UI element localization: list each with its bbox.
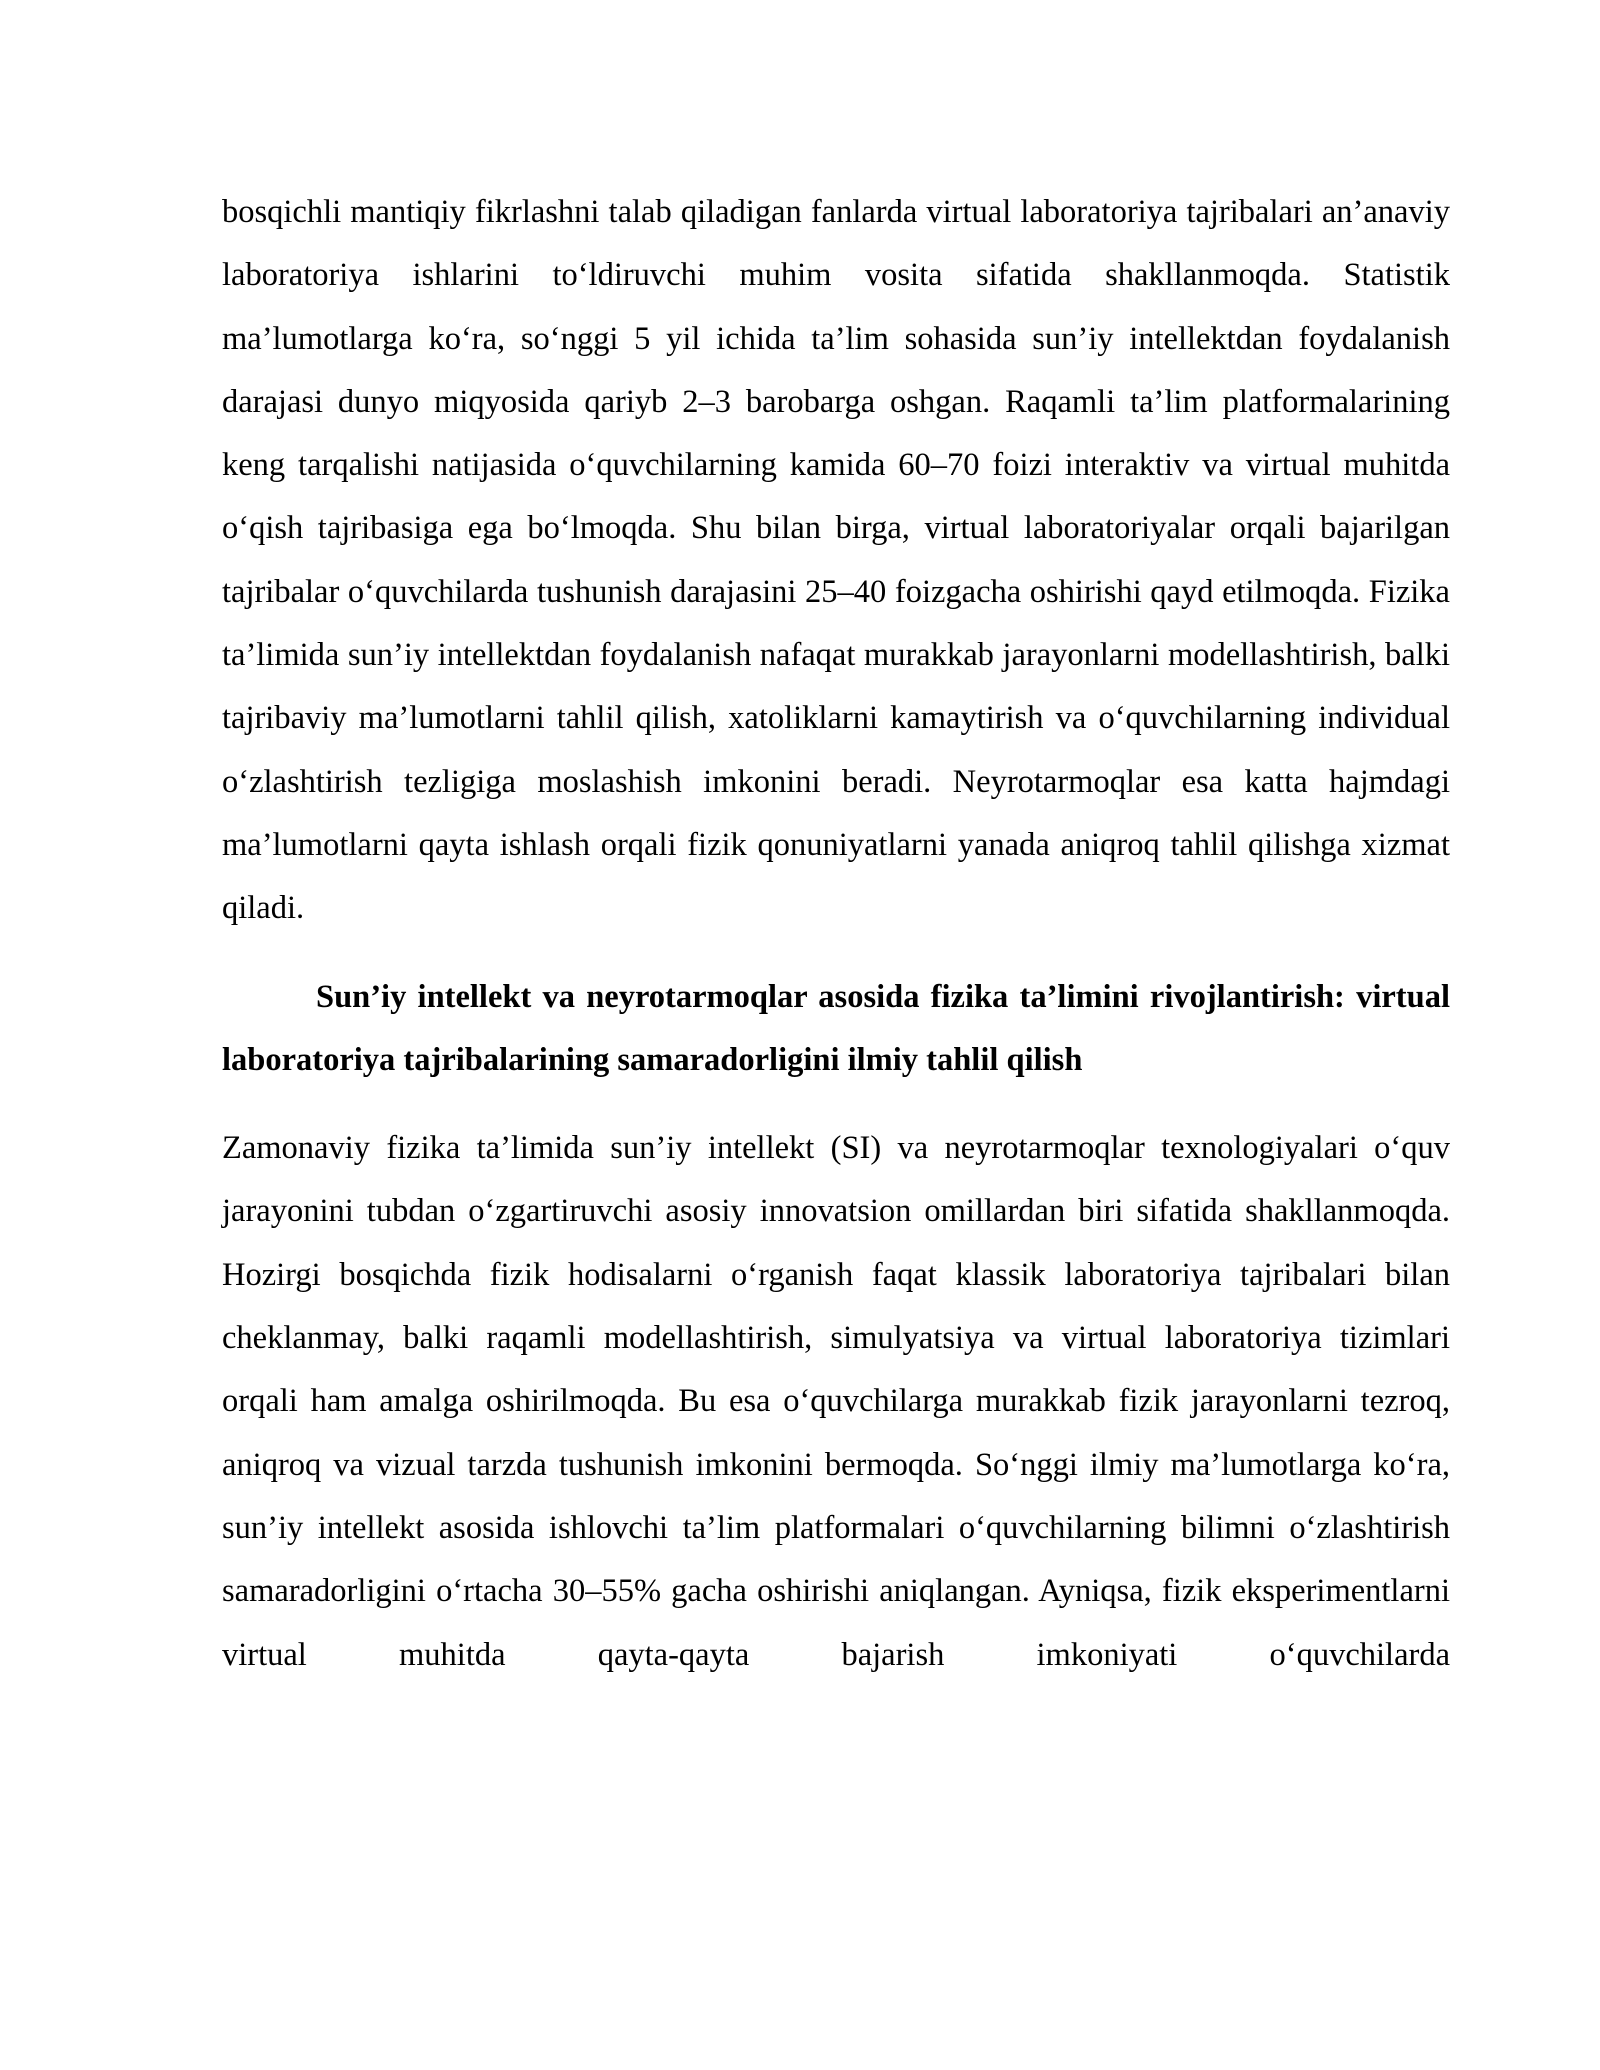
body-paragraph-1: bosqichli mantiqiy fikrlashni talab qiladigan fanlarda virtual laboratoriya tajribalari an’anaviy laboratoriya ishlarini to‘ldiruvchi muhim vosita sifatida shakllanmoqda. Statistik ma’lumotlarga ko‘ra, so‘nggi 5 yil ichida ta’lim sohasida sun’iy intellektdan foydalanish darajasi dunyo miqyosida qariyb 2–3 barobarga oshgan. Raqamli ta’lim platformalarining keng tarqalishi natijasida o‘quvchilarning kamida 60–70 foizi interaktiv va virtual muhitda o‘qish tajribasiga ega bo‘lmoqda. Shu bilan birga, virtual laboratoriyalar orqali bajarilgan tajribalar o‘quvchilarda tushunish darajasini 25–40 foizgacha oshirishi qayd etilmoqda. Fizika ta’limida sun’iy intellektdan foydalanish nafaqat murakkab jarayonlarni modellashtirish, balki tajribaviy ma’lumotlarni tahlil qilish, xatoliklarni kamaytirish va o‘quvchilarning individual o‘zlashtirish tezligiga moslashish imkonini beradi. Neyrotarmoqlar esa katta hajmdagi ma’lumotlarni qayta ishlash orqali fizik qonuniyatlarni yanada aniqroq tahlil qilishga xizmat qiladi.	[222, 194, 1450, 927]
section-heading: Sun’iy intellekt va neyrotarmoqlar asosida fizika ta’limini rivojlantirish: virtual laboratoriya tajribalarining samaradorligini ilmiy tahlil qilish	[222, 978, 1450, 1078]
body-paragraph-2	[222, 1117, 1450, 1687]
body-paragraph-2-text: Zamonaviy fizika ta’limida sun’iy intellekt (SI) va neyrotarmoqlar texnologiyalari o‘quv jarayonini tubdan o‘zgartiruvchi asosiy innovatsion omillardan biri sifatida shakllanmoqda. Hozirgi bosqichda fizik hodisalarni o‘rganish faqat klassik laboratoriya tajribalari bilan cheklanmay, balki raqamli modellashtirish, simulyatsiya va virtual laboratoriya tizimlari orqali ham amalga oshirilmoqda. Bu esa o‘quvchilarga murakkab fizik jarayonlarni tezroq, aniqroq va vizual tarzda tushunish imkonini bermoqda. So‘nggi ilmiy ma’lumotlarga ko‘ra, sun’iy intellekt asosida ishlovchi ta’lim platformalari o‘quvchilarning bilimni o‘zlashtirish samaradorligini o‘rtacha 30–55% gacha oshirishi aniqlangan. Ayniqsa, fizik eksperimentlarni virtual muhitda qayta-qayta bajarish imkoniyati o‘quvchilarda	[222, 1130, 1450, 1673]
text-column	[222, 181, 1450, 1687]
